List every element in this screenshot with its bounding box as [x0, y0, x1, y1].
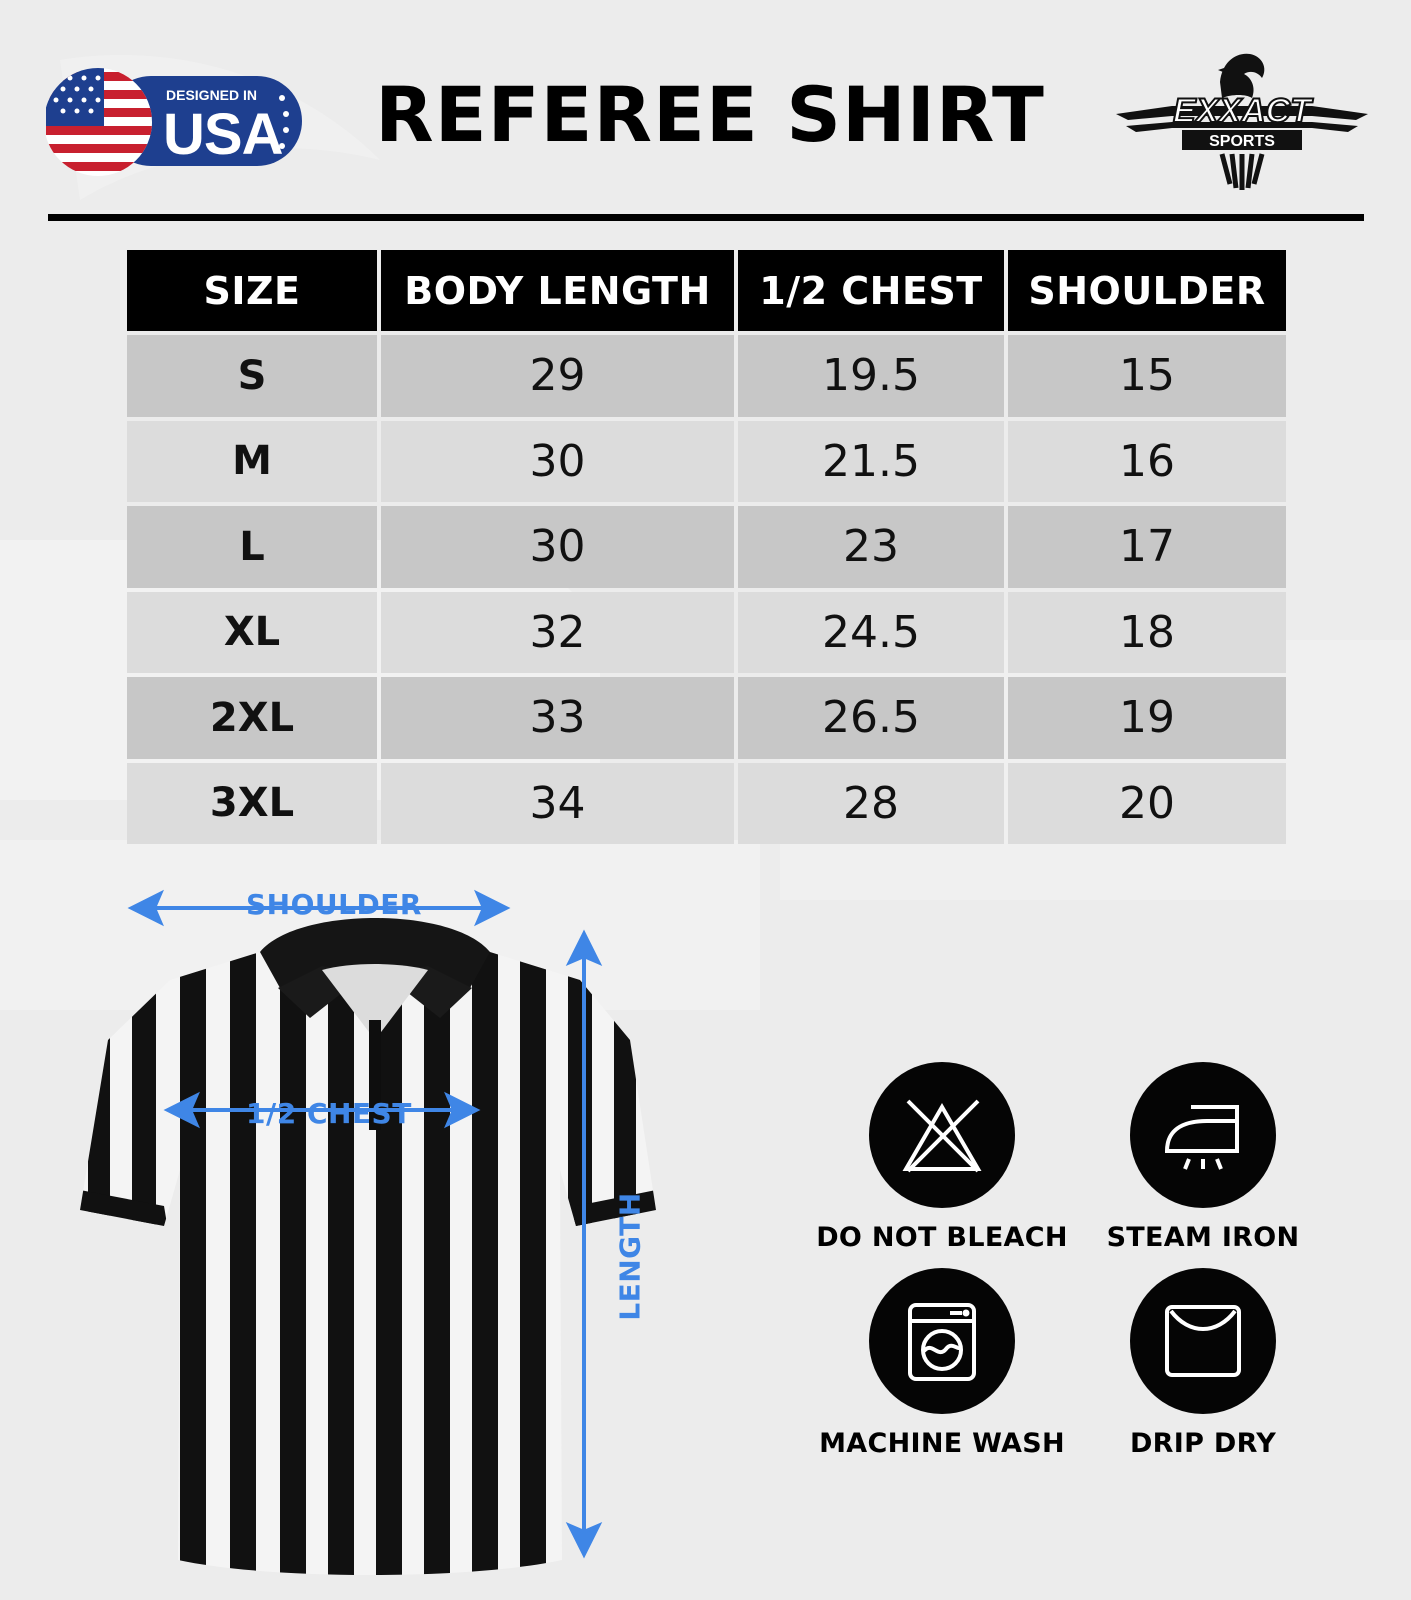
- table-cell: S: [127, 335, 377, 417]
- header-divider: [48, 214, 1364, 221]
- table-cell: 20: [1008, 763, 1286, 845]
- header-size: SIZE: [127, 250, 377, 331]
- page-title: REFEREE SHIRT: [375, 70, 1045, 159]
- table-cell: 23: [738, 506, 1004, 588]
- table-cell: 29: [381, 335, 734, 417]
- care-machine-wash: [812, 1268, 1072, 1459]
- badge-small-text: DESIGNED IN: [166, 87, 258, 103]
- length-measure-label: LENGTH: [613, 1192, 647, 1321]
- table-cell: 34: [381, 763, 734, 845]
- care-steam-iron: [1073, 1062, 1333, 1253]
- exxact-sports-logo: [1112, 48, 1372, 196]
- table-cell: 3XL: [127, 763, 377, 845]
- brand-sub: SPORTS: [1209, 133, 1275, 150]
- machine-wash-label: MACHINE WASH: [819, 1428, 1065, 1459]
- drip-dry-icon: [1130, 1268, 1276, 1414]
- size-chart-table: [127, 250, 1283, 842]
- table-cell: 30: [381, 421, 734, 503]
- chest-measure-label: 1/2 CHEST: [246, 1097, 412, 1130]
- table-cell: 24.5: [738, 592, 1004, 674]
- table-cell: 28: [738, 763, 1004, 845]
- badge-large-text: USA: [163, 102, 283, 167]
- table-cell: 2XL: [127, 677, 377, 759]
- table-cell: 16: [1008, 421, 1286, 503]
- referee-shirt-image: [70, 870, 670, 1590]
- table-cell: 15: [1008, 335, 1286, 417]
- steam-iron-icon: [1130, 1062, 1276, 1208]
- table-cell: 17: [1008, 506, 1286, 588]
- table-cell: 19.5: [738, 335, 1004, 417]
- designed-in-usa-badge: [46, 68, 306, 180]
- table-cell: 32: [381, 592, 734, 674]
- header-body-length: BODY LENGTH: [381, 250, 734, 331]
- table-cell: 21.5: [738, 421, 1004, 503]
- table-cell: L: [127, 506, 377, 588]
- table-cell: XL: [127, 592, 377, 674]
- brand-name: EXXACT: [1173, 92, 1311, 130]
- shoulder-measure-label: SHOULDER: [246, 888, 422, 921]
- header-half-chest: 1/2 CHEST: [738, 250, 1004, 331]
- header-shoulder: SHOULDER: [1008, 250, 1286, 331]
- do-not-bleach-label: DO NOT BLEACH: [816, 1222, 1068, 1253]
- table-cell: 33: [381, 677, 734, 759]
- care-drip-dry: [1073, 1268, 1333, 1459]
- table-cell: M: [127, 421, 377, 503]
- machine-wash-icon: [869, 1268, 1015, 1414]
- do-not-bleach-icon: [869, 1062, 1015, 1208]
- table-cell: 26.5: [738, 677, 1004, 759]
- table-cell: 18: [1008, 592, 1286, 674]
- drip-dry-label: DRIP DRY: [1129, 1428, 1277, 1459]
- table-cell: 30: [381, 506, 734, 588]
- steam-iron-label: STEAM IRON: [1106, 1222, 1300, 1253]
- table-cell: 19: [1008, 677, 1286, 759]
- care-do-not-bleach: [812, 1062, 1072, 1253]
